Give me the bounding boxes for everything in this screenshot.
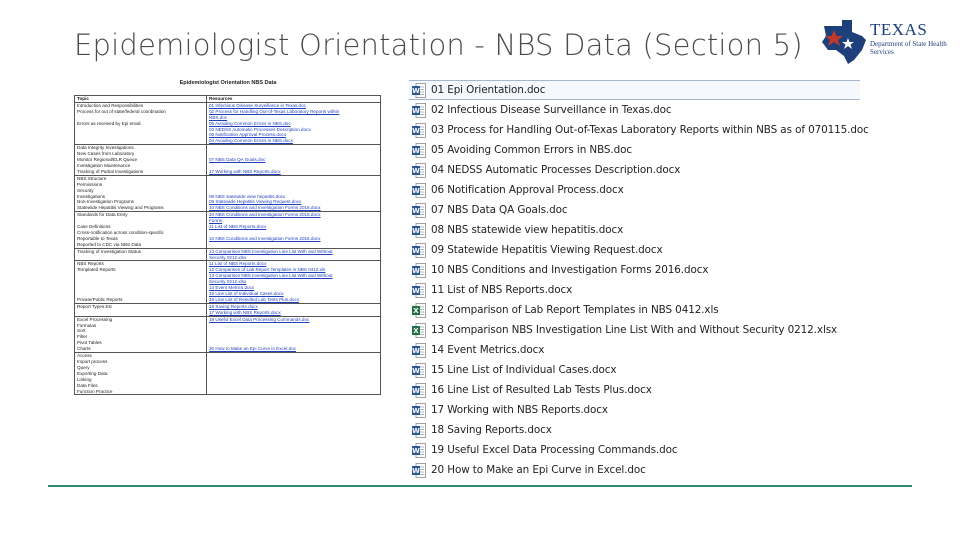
topic-cell [75,261,207,303]
document-table-row [75,102,381,144]
file-item[interactable] [409,380,860,400]
svg-text:W: W [412,466,420,475]
word-file-icon [412,143,426,158]
svg-text:W: W [412,426,420,435]
word-file-icon [412,423,426,438]
topic-line: Linking [77,376,92,382]
topic-line: Access [77,353,92,359]
word-file-icon [412,343,426,358]
topic-line: Formulas [77,322,97,328]
topic-line: NBS Structure [77,175,107,181]
svg-text:W: W [412,186,420,195]
word-file-icon [412,103,426,118]
document-table-row [75,316,381,352]
resource-link[interactable]: 16 Line List of Resulted Lab Tests Plus.docx [209,296,300,302]
resource-link[interactable]: 11 List of NBS Reports.docx [209,224,267,230]
resource-link[interactable]: Forms [209,218,223,224]
topic-cell [75,303,207,316]
topic-line: Errors as received by Epi email [77,120,141,126]
document-preview [72,80,384,480]
file-item[interactable] [409,180,860,200]
resource-link [209,242,378,248]
file-name: 09 Statewide Hepatitis Viewing Request.docx [431,244,663,256]
resource-link[interactable]: 12 Comparison of Lab Report Templates in NBS 0412.xls [209,267,326,273]
file-list [409,80,869,480]
file-item[interactable] [409,240,860,260]
topic-line: Investigation Maintenance [77,162,131,168]
document-title: Epidemiologist Orientation NBS Data [179,80,277,86]
svg-text:W: W [412,86,420,95]
svg-text:X: X [413,306,419,315]
word-file-icon [412,283,426,298]
resource-link[interactable]: 07 NBS Data QA Goals.doc [209,157,266,163]
file-item[interactable] [409,400,860,420]
file-name: 11 List of NBS Reports.docx [431,284,573,296]
document-table-row [75,303,381,316]
resource-link[interactable]: 17 Working with NBS Reports.docx [209,309,281,315]
topic-cell [75,102,207,144]
svg-text:W: W [412,406,420,415]
resource-link[interactable]: 09 Statewide Hepatitis Viewing Request.docx [209,199,302,205]
topic-line: Process for out of state/federal coordination [77,108,166,114]
resource-link[interactable]: 17 Working with NBS Reports.docx [209,168,281,174]
resource-link[interactable]: 20 How to Make an Epi Curve in Excel.doc [209,346,297,352]
topic-line: Reportable to Texas [77,235,118,241]
topic-line: NBS Reports [77,261,104,267]
topic-line: Pivot Tables [77,340,102,346]
file-item[interactable] [409,440,860,460]
svg-text:W: W [412,386,420,395]
topic-line: Query [77,364,90,370]
word-file-icon [412,363,426,378]
svg-text:W: W [412,266,420,275]
topic-line: Exporting Data [77,370,108,376]
texas-star-icon [818,16,870,68]
file-name: 16 Line List of Resulted Lab Tests Plus.docx [431,384,652,396]
topic-cell [75,212,207,248]
resource-link[interactable]: 10 NBS Conditions and Investigation Forms 2016.docx [209,212,321,218]
topic-line: Filter [77,334,88,340]
topic-line: Investigations [77,193,106,199]
topic-line: Tracking of Investigation Status [77,248,141,254]
file-name: 12 Comparison of Lab Report Templates in NBS 0412.xls [431,304,719,316]
resources-cell [207,145,381,176]
resource-link[interactable]: 13 Comparison NBS Investigation Line List With and Without [209,273,333,279]
svg-text:X: X [413,326,419,335]
file-name: 20 How to Make an Epi Curve in Excel.doc [431,464,646,476]
resource-link[interactable]: 15 Line List of Individual Cases.docx [209,291,284,296]
svg-text:W: W [412,126,420,135]
logo-subtitle: Department of State Health Services [870,40,947,56]
topic-line: Security [77,187,94,193]
resource-link[interactable]: 06 Notification Approval Process.docx [209,132,287,138]
topic-cell [75,145,207,176]
topic-line: Tracking of Partial Investigations [77,168,144,174]
topic-line: Charts [77,346,91,352]
topic-cell [75,96,207,103]
resource-link[interactable]: 10 NBS Conditions and Investigation Forms 2016.docx [209,235,321,241]
resources-cell [207,102,381,144]
file-name: 19 Useful Excel Data Processing Commands.doc [431,444,678,456]
document-table-row [75,212,381,248]
slide-title: Epidemiologist Orientation - NBS Data (Section 5) [74,28,803,62]
resources-cell [207,212,381,248]
file-name: 14 Event Metrics.docx [431,344,545,356]
logo-texas-text: TEXAS [870,20,928,39]
texas-dshs-logo [818,14,950,74]
resource-link[interactable]: 14 Event Metrics.docx [209,285,255,291]
topic-line: Excel Processing [77,316,113,322]
file-item[interactable] [409,200,860,220]
topic-line: Monitor Regional/ELR Queue [77,157,138,163]
word-file-icon [412,203,426,218]
file-item[interactable] [409,360,860,380]
svg-text:W: W [412,166,420,175]
resource-link[interactable]: 13 Comparison NBS Investigation Line List With and Without [209,248,333,254]
file-item[interactable] [409,460,860,480]
svg-text:W: W [412,446,420,455]
topic-line: Permissions [77,181,103,187]
bottom-divider [48,485,912,487]
file-item[interactable] [409,320,860,340]
topic-cell [75,175,207,211]
file-name: 13 Comparison NBS Investigation Line List With and Without Security 0212.xlsx [431,324,838,336]
word-file-icon [412,243,426,258]
file-name: 04 NEDSS Automatic Processes Description.docx [431,164,681,176]
document-table-row [75,145,381,176]
file-name: 05 Avoiding Common Errors in NBS.doc [431,144,632,156]
resources-cell [207,261,381,303]
word-file-icon [412,383,426,398]
file-item[interactable] [409,340,860,360]
svg-text:W: W [412,106,420,115]
resource-link[interactable]: 02 Process for Handling Out-of-Texas Laboratory Reports within [209,108,340,114]
document-table [74,95,381,395]
resource-link[interactable]: 08 NBS statewide view hepatitis.docx [209,193,286,199]
resource-link[interactable]: 10 NBS Conditions and Investigation Forms 2016.docx [209,205,321,211]
file-item[interactable] [409,420,860,440]
document-table-row [75,353,381,395]
svg-text:W: W [412,346,420,355]
resource-link[interactable]: 11 List of NBS Reports.docx [209,261,267,267]
topic-line: Import process [77,358,108,364]
word-file-icon [412,183,426,198]
word-file-icon [412,83,426,98]
file-item[interactable] [409,140,860,160]
word-file-icon [412,263,426,278]
topic-line: Introduction and Responsibilities [77,102,144,108]
svg-text:W: W [412,286,420,295]
topic-line: Standards for Data Entry [77,212,128,218]
file-name: 07 NBS Data QA Goals.doc [431,204,568,216]
topic-line: Cross-notification across condition-specific [77,229,164,235]
resource-link: Resources [209,96,233,101]
resources-cell [207,353,381,395]
svg-text:W: W [412,226,420,235]
topic-line: Topic [77,96,89,101]
document-table-row [75,261,381,303]
resource-link[interactable]: 05 Avoiding Common Errors in NBS.doc [209,120,291,126]
file-item[interactable] [409,120,869,140]
resource-link[interactable]: 18 Saving Reports.docx [209,303,258,309]
word-file-icon [412,403,426,418]
topic-cell [75,316,207,352]
svg-text:W: W [412,246,420,255]
resources-cell [207,316,381,352]
document-table-row [75,175,381,211]
topic-line: Statewide Hepatitis Viewing and Programs [77,205,164,211]
topic-line: New Cases from Laboratory [77,151,135,157]
topic-line: Private/Public Reports [77,296,123,302]
topic-line: Case Definitions [77,224,111,230]
file-name: 15 Line List of Individual Cases.docx [431,364,617,376]
svg-text:W: W [412,206,420,215]
file-name: 06 Notification Approval Process.docx [431,184,624,196]
resources-cell [207,303,381,316]
word-file-icon [412,223,426,238]
resource-link[interactable]: 03 NEDSS Automatic Processes Description.docx [209,126,311,132]
file-name: 01 Epi Orientation.doc [431,84,546,96]
file-item[interactable] [409,80,860,100]
resource-link[interactable]: 04 Avoiding Common Errors in NBS.docx [209,138,293,144]
resources-cell [207,96,381,103]
topic-line: Sort [77,328,86,334]
resource-link[interactable]: 01 Infectious Disease Surveillance in Texas.doc [209,102,306,108]
word-file-icon [412,163,426,178]
file-name: 03 Process for Handling Out-of-Texas Laboratory Reports within NBS as of 070115.doc [431,124,869,136]
excel-file-icon [412,323,426,338]
word-file-icon [412,123,426,138]
topic-line: Data Integrity Investigations [77,145,134,151]
file-item[interactable] [409,160,860,180]
resource-link[interactable]: 19 Useful Excel Data Processing Commands.doc [209,316,310,322]
file-name: 08 NBS statewide view hepatitis.docx [431,224,624,236]
resource-link [209,389,378,395]
excel-file-icon [412,303,426,318]
file-item[interactable] [409,100,860,120]
file-name: 18 Saving Reports.docx [431,424,552,436]
topic-line: Non-Investigation Programs [77,199,134,205]
file-name: 10 NBS Conditions and Investigation Forms 2016.docx [431,264,709,276]
document-table-row [75,248,381,261]
document-table-row [75,96,381,103]
file-item[interactable] [409,260,860,280]
svg-text:W: W [412,146,420,155]
topic-line: Reported to CDC via NBS Data [77,241,142,247]
topic-line: Report Types Etc [77,303,113,309]
resource-link[interactable]: Security 0212.xlsx [209,254,247,260]
topic-cell [75,248,207,261]
word-file-icon [412,463,426,478]
file-name: 02 Infectious Disease Surveillance in Texas.doc [431,104,672,116]
file-item[interactable] [409,220,860,240]
resources-cell [207,248,381,261]
topic-line: Function Practice [77,388,113,394]
resource-link[interactable]: Security 0212.xlsx [209,279,247,285]
topic-line: Data Files [77,382,98,388]
word-file-icon [412,443,426,458]
topic-cell [75,353,207,395]
file-name: 17 Working with NBS Reports.docx [431,404,608,416]
file-item[interactable] [409,300,860,320]
svg-text:W: W [412,366,420,375]
resources-cell [207,175,381,211]
topic-line: Templated Reports [77,267,116,273]
resource-link[interactable]: NBS.doc [209,114,228,120]
file-item[interactable] [409,280,860,300]
